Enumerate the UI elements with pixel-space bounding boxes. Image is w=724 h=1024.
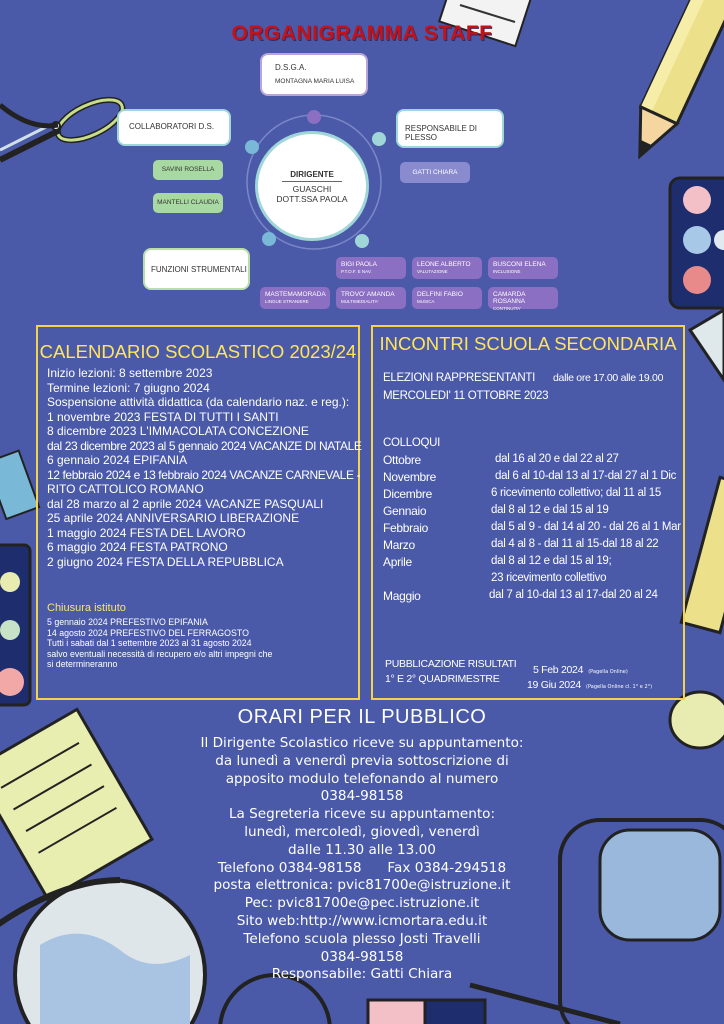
funzione-bigi	[336, 257, 406, 279]
colloqui-month: Febbraio	[383, 521, 428, 535]
orari-line: Responsabile: Gatti Chiara	[271, 966, 453, 983]
colloqui-dates: dal 5 al 9 - dal 14 al 20 - dal 26 al 1 Mar	[491, 521, 681, 533]
dirigente-node	[258, 134, 366, 238]
calendario-list	[47, 366, 367, 569]
calendario-line: 1 novembre 2023 FESTA DI TUTTI I SANTI	[47, 409, 279, 424]
funzione-lingue	[260, 287, 330, 309]
ring-dot-top	[307, 110, 321, 124]
dsga-name: MONTAGNA MARIA LUISA	[275, 78, 355, 85]
colloqui-month: Aprile	[383, 555, 412, 569]
orari-line: 0384-98158	[320, 788, 404, 805]
calendario-line: dal 28 marzo al 2 aprile 2024 VACANZE PASQUALI	[47, 496, 324, 511]
colloqui-month: Dicembre	[383, 487, 432, 501]
pubblicazione-note: (Pagella Online)	[588, 669, 628, 675]
colloqui-month: Marzo	[383, 538, 415, 552]
funzione-role: LINGUE STRANIERE	[265, 299, 309, 304]
calendario-line: 8 dicembre 2023 L'IMMACOLATA CONCEZIONE	[47, 424, 309, 438]
chiusura-line: si determineranno	[47, 659, 118, 669]
responsabile-label: RESPONSABILE DI PLESSO	[405, 124, 478, 142]
calendario-line: Inizio lezioni: 8 settembre 2023	[47, 366, 213, 380]
funzione-role: INCLUSIONE	[493, 269, 521, 274]
funzione-trovo	[336, 287, 406, 309]
chiusura-list	[47, 617, 357, 670]
ring-dot-right	[372, 132, 386, 146]
funzione-role: P.T.O.F. E NAV.	[341, 269, 372, 274]
funzione-name: CAMARDA ROSANNA	[493, 291, 526, 305]
dirigente-name-1: GUASCHI	[292, 184, 332, 194]
responsabile-name: GATTI CHIARA	[400, 162, 470, 183]
calendario-line: 1 maggio 2024 FESTA DEL LAVORO	[47, 525, 246, 540]
funzione-role: CONTINUITA'	[493, 306, 522, 311]
colloqui-dates: 23 ricevimento collettivo	[491, 572, 607, 584]
collaboratore-2: MANTELLI CLAUDIA	[153, 193, 223, 213]
funzione-name: BUSCONI ELENA	[493, 261, 546, 268]
collaboratori-label: COLLABORATORI D.S.	[129, 122, 215, 131]
calendario-line: dal 23 dicembre 2023 al 5 gennaio 2024 VACANZE DI NATALE	[47, 438, 362, 453]
ring-dot-bottom-left	[262, 232, 276, 246]
colloqui-month: Ottobre	[383, 453, 421, 467]
colloqui-dates: dal 8 al 12 e dal 15 al 19;	[491, 555, 612, 567]
elezioni-time: dalle ore 17.00 alle 19.00	[553, 372, 664, 384]
calendario-line: RITO CATTOLICO ROMANO	[47, 482, 204, 496]
page-title: ORGANIGRAMMA STAFF	[231, 22, 493, 45]
pubblicazione-label: PUBBLICAZIONE RISULTATI	[385, 658, 517, 670]
collaboratore-1: SAVINI ROSELLA	[153, 160, 223, 180]
colloqui-dates: dal 4 al 8 - dal 11 al 15-dal 18 al 22	[491, 538, 659, 550]
chiusura-line: 5 gennaio 2024 PREFESTIVO EPIFANIA	[47, 617, 208, 627]
quadrimestre-date: 19 Giu 2024	[527, 679, 581, 691]
collaboratori-box	[119, 111, 229, 144]
orari-line: La Segreteria riceve su appuntamento:	[228, 806, 496, 823]
quadrimestre-note: (Pagella Online cl. 1° e 2°)	[586, 684, 653, 690]
org-ring	[0, 0, 724, 330]
dirigente-title: DIRIGENTE	[290, 170, 334, 179]
funzione-name: BIGI PAOLA	[341, 261, 378, 268]
orari-line: apposito modulo telefonando al numero	[225, 770, 499, 787]
funzione-name: MASTEMAMORADA	[265, 291, 326, 298]
colloqui-dates: dal 16 al 20 e dal 22 al 27	[495, 453, 619, 465]
calendario-line: Termine lezioni: 7 giugno 2024	[47, 380, 210, 395]
funzione-name: DELFINI FABIO	[417, 291, 463, 298]
orari-line: da lunedì a venerdì previa sottoscrizione di	[215, 752, 509, 769]
orari-line: Il Dirigente Scolastico riceve su appuntamento:	[200, 735, 524, 751]
funzione-leone	[412, 257, 482, 279]
colloqui-label: COLLOQUI	[383, 437, 441, 449]
orari-line: dalle 11.30 alle 13.00	[288, 841, 436, 858]
orari-line: lunedì, mercoledì, giovedì, venerdì	[244, 823, 480, 840]
calendario-line: 12 febbraio 2024 e 13 febbraio 2024 VACANZE CARNEVALE -	[47, 467, 361, 482]
pubblicazione-date: 5 Feb 2024	[533, 664, 584, 676]
calendario-title: CALENDARIO SCOLASTICO 2023/24	[39, 341, 357, 362]
colloqui-month: Novembre	[383, 470, 436, 484]
chiusura-line: Tutti i sabati dal 1 settembre 2023 al 31 agosto 2024	[47, 638, 252, 648]
funzioni-box	[145, 250, 248, 288]
crayon-icon	[681, 310, 724, 633]
elezioni-date: MERCOLEDI' 11 OTTOBRE 2023	[383, 390, 549, 402]
orari-title: ORARI PER IL PUBBLICO	[237, 706, 487, 728]
funzione-role: VALUTAZIONE	[417, 269, 448, 274]
dsga-box	[262, 55, 366, 94]
responsabile-box	[398, 111, 502, 146]
left-tools-icon	[0, 451, 39, 705]
funzione-busconi	[488, 257, 558, 279]
funzione-name: LEONE ALBERTO	[417, 261, 471, 268]
colloqui-dates: dal 6 al 10-dal 13 al 17-dal 27 al 1 Dic	[495, 470, 677, 482]
funzioni-label: FUNZIONI STRUMENTALI	[151, 265, 247, 274]
colloqui-month: Maggio	[383, 589, 421, 603]
incontri-panel	[371, 325, 685, 700]
calendario-panel	[36, 325, 360, 700]
funzione-name: TROVO' AMANDA	[341, 291, 395, 298]
orari-line: Telefono scuola plesso Josti Travelli	[243, 930, 481, 947]
orari-line: 0384-98158	[320, 948, 404, 965]
orari-email[interactable]: posta elettronica: pvic81700e@istruzione.it	[213, 877, 511, 894]
calendario-line: 2 giugno 2024 FESTA DELLA REPUBBLICA	[47, 554, 284, 569]
funzione-delfini	[412, 287, 482, 309]
calendario-line: 6 gennaio 2024 EPIFANIA	[47, 453, 188, 467]
funzione-camarda	[488, 287, 558, 309]
calendario-line: 25 aprile 2024 ANNIVERSARIO LIBERAZIONE	[47, 511, 300, 525]
funzione-role: MULTIMEDIALITA'	[341, 299, 379, 304]
chiusura-line: 14 agosto 2024 PREFESTIVO DEL FERRAGOSTO	[47, 627, 249, 638]
dsga-title: D.S.G.A.	[275, 63, 307, 72]
colloqui-dates: 6 ricevimento collettivo; dal 11 al 15	[491, 487, 661, 499]
incontri-title: INCONTRI SCUOLA SECONDARIA	[379, 333, 677, 354]
elezioni-label: ELEZIONI RAPPRESENTANTI	[383, 372, 536, 384]
colloqui-dates: dal 7 al 10-dal 13 al 17-dal 20 al 24	[489, 589, 658, 601]
orari-pec[interactable]: Pec: pvic81700e@pec.istruzione.it	[244, 895, 480, 912]
ring-dot-left	[245, 140, 259, 154]
chiusura-line: salvo eventuali necessità di recupero e/o altri impegni che	[47, 648, 273, 659]
colloqui-dates: dal 8 al 12 e dal 15 al 19	[491, 504, 609, 516]
calendario-line: Sospensione attività didattica (da calendario naz. e reg.):	[47, 395, 350, 409]
dirigente-name-2: DOTT.SSA PAOLA	[276, 194, 348, 204]
orari-line: Telefono 0384-98158 Fax 0384-294518	[217, 859, 507, 876]
calendario-line: 6 maggio 2024 FESTA PATRONO	[47, 540, 228, 554]
ring-dot-bottom-right	[355, 234, 369, 248]
funzione-role: MUSICA	[417, 299, 435, 304]
colloqui-month: Gennaio	[383, 504, 427, 518]
orari-list	[0, 735, 724, 984]
orari-website[interactable]: Sito web:http://www.icmortara.edu.it	[236, 912, 488, 929]
quadrimestre-label: 1° E 2° QUADRIMESTRE	[385, 673, 500, 685]
chiusura-title: Chiusura istituto	[47, 602, 126, 614]
quadrimestre-date-wrap	[527, 673, 652, 692]
